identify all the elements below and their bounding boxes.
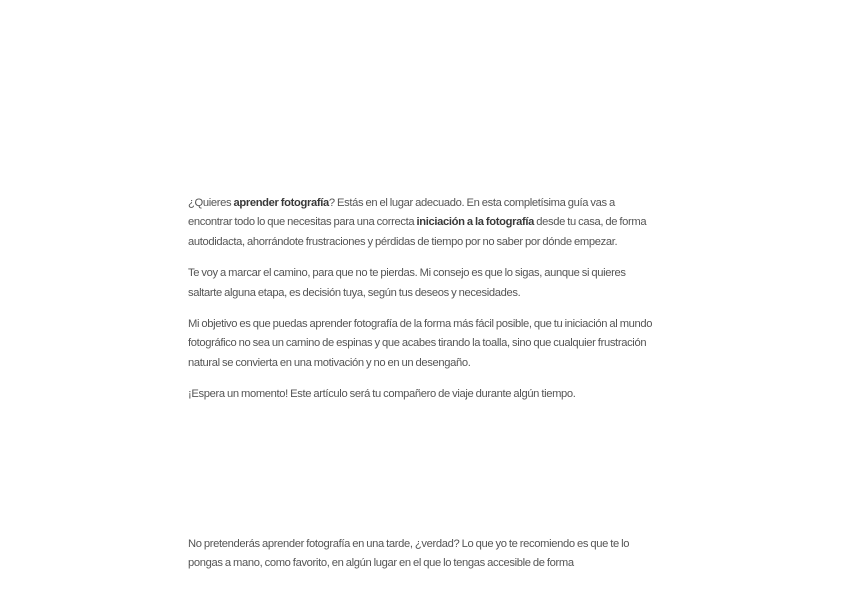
article-continued [188,535,660,574]
intro-paragraph-3: Mi objetivo es que puedas aprender fotografía de la forma más fácil posible, que tu iniciación al mundo fotográfico no sea un camino de espinas y que acabes tirando la toalla, sino que cualquier frustración natural se convierta en una motivación y no en un desengaño. [188,318,653,369]
intro-paragraph-4: ¡Espera un momento! Este artículo será tu compañero de viaje durante algún tiempo. [188,388,576,401]
intro-paragraph-1 [188,194,660,252]
intro-text-2: ? Estás en el lugar adecuado. En esta completísima guía vas a encontrar todo lo que necesitas para una correcta [188,197,615,229]
bold-iniciacion-fotografia: iniciación a la fotografía [416,216,534,229]
continued-paragraph-1: No pretenderás aprender fotografía en una tarde, ¿verdad? Lo que yo te recomiendo es que te lo pongas a mano, como favorito, en algún lugar en el que lo tengas accesible de forma [188,538,630,570]
article-intro [188,194,660,417]
intro-text-1: ¿Quieres [188,197,234,209]
intro-paragraph-2: Te voy a marcar el camino, para que no te pierdas. Mi consejo es que lo sigas, aunque si quieres saltarte alguna etapa, es decisión tuya, según tus deseos y necesidades. [188,267,626,299]
intro-text-3: desde tu casa, de forma autodidacta, ahorrándote frustraciones y pérdidas de tiempo por no saber por dónde empezar. [188,216,647,248]
bold-aprender-fotografia: aprender fotografía [233,197,329,209]
